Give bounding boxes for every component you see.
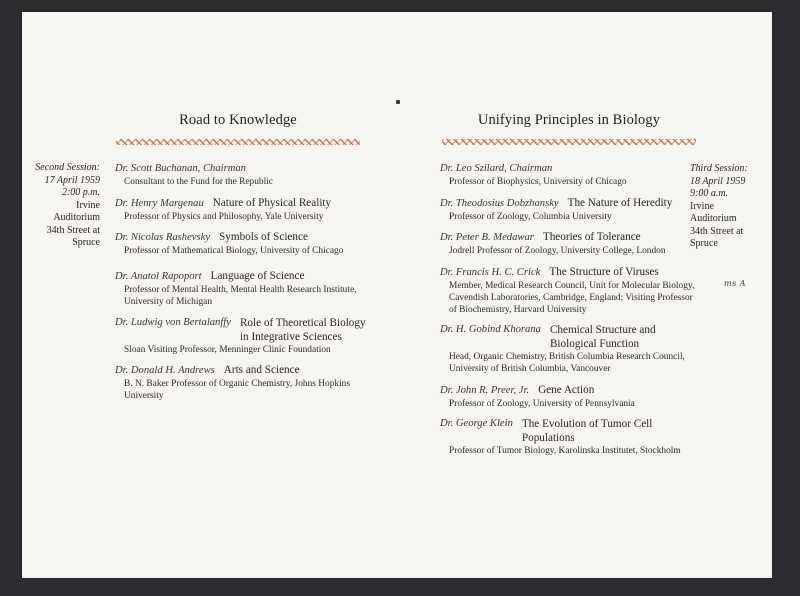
session-label: Second Session:	[35, 162, 100, 173]
speaker-entry	[115, 230, 375, 257]
speaker-affiliation: Consultant to the Fund for the Republic	[124, 177, 273, 187]
speaker-affiliation: Member, Medical Research Council, Unit for Molecular Biology,	[449, 280, 695, 291]
speaker-affiliation: Professor of Zoology, Columbia University	[449, 211, 612, 222]
session-time: 9:00 a.m.	[690, 188, 729, 199]
talk-title: Gene Action	[538, 383, 595, 396]
speaker-affiliation: University	[124, 391, 164, 401]
speaker-entry	[115, 363, 375, 402]
talk-title: The Structure of Viruses	[549, 265, 659, 278]
speaker-affiliation: Professor of Zoology, University of Pennsylvania	[449, 398, 635, 409]
speaker-affiliation: Professor of Tumor Biology, Karolinska Institutet, Stockholm	[449, 446, 681, 456]
speaker-entry	[440, 323, 702, 375]
speaker-name: Dr. Henry Margenau	[115, 197, 204, 209]
speaker-name: Dr. Theodosius Dobzhansky	[440, 197, 559, 209]
center-fold-mark	[396, 100, 400, 104]
speaker-affiliation: University of Michigan	[124, 297, 213, 307]
session-location-line: Auditorium	[690, 213, 737, 224]
speaker-entry	[440, 417, 702, 457]
speaker-entry	[440, 230, 702, 257]
talk-title: Arts and Science	[223, 364, 300, 376]
speaker-affiliation: Sloan Visiting Professor, Menninger Clinic Foundation	[124, 344, 331, 355]
speaker-entry	[115, 196, 375, 223]
speaker-affiliation: Cavendish Laboratories, Cambridge, England; Visiting Professor	[449, 292, 693, 303]
left-speaker-list	[115, 162, 375, 410]
speaker-affiliation: University of British Columbia, Vancouver	[449, 364, 611, 374]
speaker-affiliation: Professor of Biophysics, University of Chicago	[449, 177, 627, 187]
session-location-line: 34th Street at	[690, 225, 744, 237]
talk-title: Role of Theoretical Biology in Integrative Sciences	[239, 316, 366, 343]
speaker-name: Dr. Anatol Rapoport	[115, 271, 202, 282]
session-location-line: Irvine	[76, 199, 100, 211]
right-speaker-list	[440, 162, 702, 465]
program-sheet	[22, 12, 772, 578]
session-location-line: Spruce	[72, 237, 100, 248]
speaker-name: Dr. Francis H. C. Crick	[440, 266, 541, 278]
talk-title: Language of Science	[210, 270, 305, 282]
speaker-name: Dr. H. Gobind Khorana	[440, 324, 541, 335]
session-time: 2:00 p.m.	[61, 187, 100, 198]
speaker-name: Dr. Leo Szilard, Chairman	[440, 163, 553, 174]
speaker-affiliation: Professor of Mental Health, Mental Health Research Institute,	[124, 285, 357, 295]
speaker-name: Dr. Nicolas Rashevsky	[115, 232, 211, 243]
speaker-name: Dr. George Klein	[440, 418, 513, 429]
speaker-name: Dr. John R. Preer, Jr.	[440, 384, 530, 396]
right-panel-title: Unifying Principles in Biology	[477, 112, 661, 128]
talk-title: Nature of Physical Reality	[212, 196, 332, 209]
speaker-name: Dr. Ludwig von Bertalanffy	[115, 316, 231, 328]
speaker-name: Dr. Peter B. Medawar	[440, 232, 534, 243]
session-location-line: 34th Street at	[46, 224, 100, 236]
speaker-name: Dr. Scott Buchanan, Chairman	[115, 163, 246, 174]
talk-title: Symbols of Science	[219, 231, 308, 243]
talk-title: The Nature of Heredity	[567, 196, 673, 209]
session-location-line: Spruce	[690, 238, 718, 249]
left-ornament-divider	[116, 139, 360, 145]
right-ornament-divider	[442, 139, 696, 145]
speaker-affiliation: Professor of Physics and Philosophy, Yale University	[124, 211, 324, 222]
speaker-entry	[440, 162, 702, 188]
speaker-name: Dr. Donald H. Andrews	[115, 365, 215, 376]
speaker-affiliation: B. N. Baker Professor of Organic Chemistry, Johns Hopkins	[124, 379, 351, 389]
speaker-entry	[115, 162, 375, 188]
handwritten-note: ms A	[724, 279, 747, 288]
talk-title: The Evolution of Tumor Cell Populations	[521, 418, 653, 444]
speaker-affiliation: Professor of Mathematical Biology, University of Chicago	[124, 246, 344, 256]
speaker-affiliation: of Biochemistry, Harvard University	[449, 304, 587, 315]
talk-title: Chemical Structure and Biological Function	[549, 324, 656, 350]
session-date: 18 April 1959	[690, 175, 746, 187]
speaker-entry	[440, 265, 702, 316]
left-panel-title: Road to Knowledge	[179, 112, 297, 128]
talk-title: Theories of Tolerance	[542, 231, 641, 243]
speaker-entry	[440, 196, 702, 223]
session-label: Third Session:	[690, 163, 748, 174]
session-location-line: Auditorium	[53, 212, 100, 223]
speaker-entry	[440, 383, 702, 410]
speaker-affiliation: Head, Organic Chemistry, British Columbia Research Council,	[449, 352, 685, 362]
speaker-entry	[115, 316, 375, 356]
second-session-info	[22, 162, 100, 250]
session-location-line: Irvine	[690, 200, 714, 212]
speaker-affiliation: Jodrell Professor of Zoology, University College, London	[449, 246, 666, 256]
session-date: 17 April 1959	[44, 174, 100, 186]
speaker-entry	[115, 269, 375, 308]
